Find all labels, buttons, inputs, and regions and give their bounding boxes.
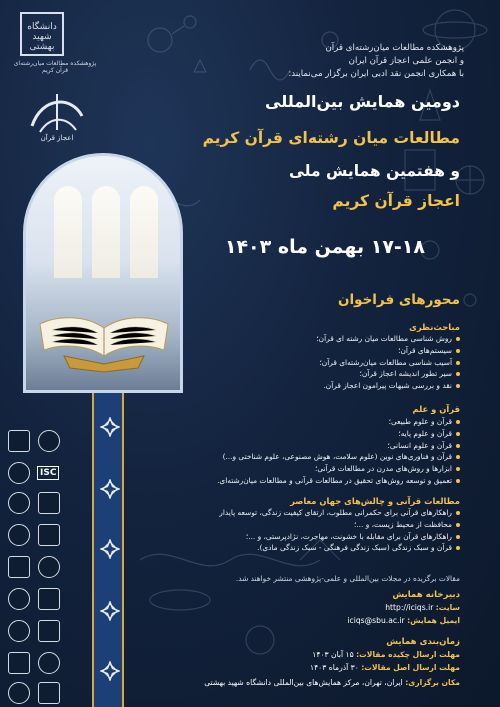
islamic-star-icon <box>100 539 120 559</box>
axis-group-list <box>219 507 460 554</box>
axis-group-list <box>217 416 460 487</box>
islamic-star-icon <box>100 601 120 621</box>
list-item: قرآن و سبک زندگی (سبک زندگی فرهنگی - سبک زندگی مادی). <box>219 542 460 554</box>
list-item: قرآن و علوم طبیعی؛ <box>217 416 460 428</box>
list-item: ابزارها و روش‌های مدرن در مطالعات قرآنی؛ <box>217 463 460 475</box>
list-item: محافظت از محیط زیست، و ...؛ <box>219 519 460 531</box>
sponsor-logo <box>38 492 60 514</box>
venue-row <box>204 678 460 687</box>
ejaz-logo-text: اعجاز قرآن <box>40 134 74 142</box>
abstract-deadline-label: مهلت ارسال چکیده مقالات: <box>356 650 460 659</box>
organizers-block <box>144 42 464 81</box>
full-paper-deadline-value: ۳۰ آذرماه ۱۴۰۳ <box>309 663 359 672</box>
sponsor-logo <box>8 682 30 704</box>
list-item: نقد و بررسی شبهات پیرامون اعجاز قرآن. <box>316 380 460 392</box>
university-logo <box>20 12 64 56</box>
organizer-line-2: و انجمن علمی اعجاز قرآن ایران <box>348 56 464 66</box>
site-label: سایت: <box>435 603 460 612</box>
sponsor-logo <box>38 652 60 674</box>
sponsor-logo <box>8 462 30 484</box>
abstract-deadline-row <box>312 650 460 659</box>
axis-group-heading: مطالعات قرآنی و چالش‌های جهان معاصر <box>290 496 460 506</box>
sponsor-logo <box>38 524 60 546</box>
axis-group-heading: قرآن و علم <box>412 404 460 414</box>
abstract-deadline-value: ۱۵ آبان ۱۴۰۳ <box>312 650 354 659</box>
venue-label: مکان برگزاری: <box>405 678 460 687</box>
window-light <box>130 186 158 278</box>
sponsor-logo <box>38 430 60 452</box>
list-item: تعمیق و توسعه روش‌های تحقیق در مطالعات قرآنی و مطالعات میان‌رشته‌ای. <box>217 475 460 487</box>
sponsor-logo <box>8 652 30 674</box>
decorative-star-strip <box>92 393 124 707</box>
sponsor-logo <box>38 682 60 704</box>
quran-arch-image <box>23 153 183 393</box>
list-item: سیستم‌های قرآن؛ <box>316 345 460 357</box>
title-line-4: اعجاز قرآن کریم <box>332 192 460 210</box>
islamic-star-icon <box>100 661 120 681</box>
isc-logo: ISC <box>37 466 59 480</box>
window-light <box>54 186 82 278</box>
full-paper-deadline-label: مهلت ارسال اصل مقالات: <box>361 663 460 672</box>
open-quran-book-icon <box>34 306 174 376</box>
email-row <box>347 616 460 625</box>
sponsor-logo <box>8 588 30 610</box>
venue-value: ایران، تهران، مرکز همایش‌های بین‌المللی دانشگاه شهید بهشتی <box>204 678 403 687</box>
organizer-line-3: با همکاری انجمن نقد ادبی ایران برگزار می‌نمایند: <box>288 69 464 79</box>
secretariat-heading: دبیرخانه همایش <box>392 590 460 600</box>
organizer-line-1: پژوهشکده مطالعات میان‌رشته‌ای قرآن <box>325 43 464 53</box>
list-item: راهکارهای قرآنی برای حکمرانی مطلوب، ارتقای کیفیت زندگی، توسعه پایدار <box>219 507 460 519</box>
title-line-2: مطالعات میان رشته‌ای قرآن کریم <box>202 129 460 147</box>
list-item: قرآن و علوم انسانی؛ <box>217 440 460 452</box>
sponsor-logo <box>8 430 30 452</box>
sponsor-logo <box>38 588 60 610</box>
list-item: قرآن و فناوری‌های نوین (علوم سلامت، هوش مصنوعی، علوم شناختی و...) <box>217 451 460 463</box>
title-line-1: دومین همایش بین‌المللی <box>265 92 460 111</box>
axis-group-list <box>316 333 460 392</box>
islamic-star-icon <box>100 417 120 437</box>
publication-note: مقالات برگزیده در مجلات بین‌المللی و علمی-پژوهشی منتشر خواهند شد. <box>235 574 460 583</box>
schedule-heading: زمان‌بندی همایش <box>386 637 460 647</box>
sponsor-logo <box>38 556 60 578</box>
sponsor-logo <box>8 620 30 642</box>
list-item: آسیب شناسی مطالعات میان‌رشته‌ای قرآن؛ <box>316 357 460 369</box>
full-paper-deadline-row <box>310 663 460 672</box>
islamic-star-icon <box>100 479 120 499</box>
university-logo-caption: پژوهشکده مطالعات میان‌رشته‌ای قرآن کریم <box>13 60 97 74</box>
window-light <box>92 186 120 278</box>
list-item: روش شناسی مطالعات میان رشته ای قرآن؛ <box>316 333 460 345</box>
conference-date: ۱۷-۱۸ بهمن ماه ۱۴۰۳ <box>224 236 425 258</box>
sponsor-logo <box>8 556 30 578</box>
email-link[interactable]: iciqs@sbu.ac.ir <box>347 616 405 625</box>
call-axes-title: محورهای فراخوان <box>337 292 460 308</box>
site-row <box>385 603 460 612</box>
university-logo-text: دانشگاه شهید بهشتی <box>27 22 57 52</box>
axis-group-heading: مباحث‌نظری <box>409 322 460 332</box>
sponsor-logo <box>38 620 60 642</box>
title-line-3: و هفتمین همایش ملی <box>288 162 460 180</box>
list-item: راهکارهای قرآن برای مقابله با خشونت، مهاجرت، نژادپرستی، و ...؛ <box>219 531 460 543</box>
sponsor-logo <box>8 492 30 514</box>
list-item: قرآن و علوم پایه؛ <box>217 428 460 440</box>
sponsor-logo <box>8 524 30 546</box>
list-item: سیر تطور اندیشه اعجاز قرآن؛ <box>316 368 460 380</box>
email-label: ایمیل همایش: <box>407 616 460 625</box>
site-link[interactable]: http://iciqs.ir <box>385 603 434 612</box>
